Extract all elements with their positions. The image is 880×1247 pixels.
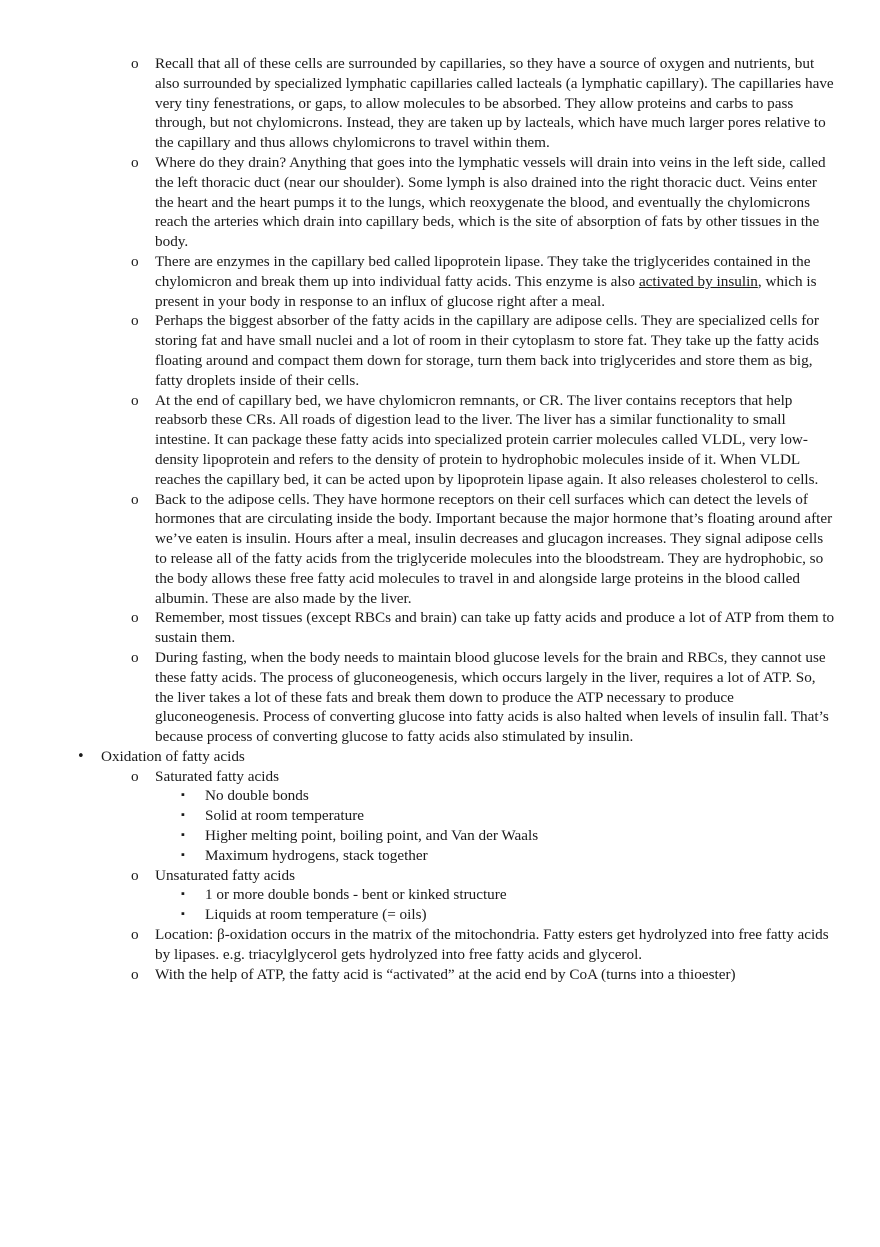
paragraph-text: Recall that all of these cells are surrounded by capillaries, so they have a source of oxygen and nutrients, but also surrounded by specialized lymphatic capillaries called lacteals (a lymphatic capillary). The capillaries have very tiny fenestrations, or gaps, to allow molecules to be absorbed. They allow proteins and carbs to pass through, but not chylomicrons. Instead, they are taken up by lacteals, which have much larger pores relative to the capillary and thus allows chylomicrons to travel within them. (155, 55, 834, 152)
paragraph-text: Perhaps the biggest absorber of the fatty acids in the capillary are adipose cells. They are specialized cells for storing fat and have small nuclei and a lot of room in their cytoplasm to store fat. They take up the fatty acids floating around and compact them down for storage, turn them back into triglycerides and store them as big, fatty droplets inside of their cells. (155, 312, 819, 389)
sub-list-item (181, 806, 825, 826)
sub-list-item (181, 905, 825, 925)
bullet-marker: o (131, 767, 139, 785)
item-text: Liquids at room temperature (= oils) (205, 906, 427, 924)
item-text: Solid at room temperature (205, 807, 365, 825)
section-heading-item (77, 747, 821, 767)
paragraph-text: Location: β-oxidation occurs in the matrix of the mitochondria. Fatty esters get hydrolyzed into free fatty acids by lipases. e.g. triacylglycerol gets hydrolyzed into free fatty acids and glycerol. (155, 926, 829, 963)
item-text: Higher melting point, boiling point, and Van der Waals (205, 827, 539, 845)
bullet-marker: o (131, 55, 139, 72)
square-bullet-marker: ▪ (181, 809, 185, 822)
bullet-marker: o (131, 252, 139, 270)
square-bullet-marker: ▪ (181, 829, 185, 842)
square-bullet-marker: ▪ (181, 848, 185, 861)
item-text: No double bonds (205, 787, 309, 805)
sub-list-item (181, 885, 825, 905)
subheading-unsaturated: Unsaturated fatty acids (155, 866, 296, 884)
text-run: There are enzymes in the capillary bed called lipoprotein lipase. They take the triglycerides contained in the chylomicron and break them up into individual fatty acids. This enzyme is also (155, 252, 811, 290)
list-item (131, 767, 835, 787)
list-item (131, 965, 835, 985)
sub-list-item (181, 826, 825, 846)
paragraph-text: Back to the adipose cells. They have hormone receptors on their cell surfaces which can detect the levels of hormones that are circulating inside the body. Important because the major hormone that’s floating around after we’ve eaten is insulin. Hours after a meal, insulin decreases and glucagon increases. They signal adipose cells to release all of the fatty acids from the triglyceride molecules into the bloodstream. They are hydrophobic, so the body allows these free fatty acid molecules to travel in and alongside large proteins in the blood called albumin. These are also made by the liver. (155, 490, 833, 607)
item-text: Maximum hydrogens, stack together (205, 846, 428, 864)
list-item (131, 54, 835, 153)
text-run: , which is present in your body in response to an influx of glucose right after a meal. (155, 272, 817, 310)
list-item (131, 311, 835, 390)
section-title: Oxidation of fatty acids (101, 747, 245, 765)
bullet-marker: o (131, 153, 139, 171)
list-item (131, 608, 835, 648)
bullet-marker: o (131, 490, 139, 508)
square-bullet-marker: ▪ (181, 888, 185, 901)
bullet-marker: o (131, 965, 139, 983)
paragraph-text: Remember, most tissues (except RBCs and brain) can take up fatty acids and produce a lot of ATP from them to sustain them. (155, 609, 835, 647)
bullet-marker: o (131, 312, 139, 330)
bullet-marker: o (131, 609, 139, 627)
bullet-marker: o (131, 391, 139, 409)
list-item (131, 391, 835, 490)
square-bullet-marker: ▪ (181, 908, 185, 921)
square-bullet-marker: ▪ (181, 789, 185, 802)
list-item (131, 925, 835, 965)
subheading-saturated: Saturated fatty acids (155, 767, 279, 785)
list-item (131, 866, 835, 886)
list-item (131, 153, 835, 252)
paragraph-text: With the help of ATP, the fatty acid is “activated” at the acid end by CoA (turns into a thioester) (155, 965, 736, 983)
paragraph-text (155, 253, 817, 310)
bullet-marker: o (131, 648, 139, 666)
paragraph-text: Where do they drain? Anything that goes into the lymphatic vessels will drain into veins in the left side, called the left thoracic duct (near our shoulder). Some lymph is also drained into the right thoracic duct. Veins enter the heart and the heart pumps it to the lungs, which reoxygenate the blood, and eventually the chylomicrons reach the arteries which drain into capillary beds, which is the site of absorption of fats by other tissues in the body. (155, 153, 826, 251)
sub-list-item (181, 846, 825, 866)
item-text: 1 or more double bonds - bent or kinked structure (205, 886, 507, 904)
bullet-marker: o (131, 866, 139, 884)
bullet-marker: • (77, 748, 85, 764)
underlined-text: activated by insulin (638, 272, 758, 290)
list-item (131, 490, 835, 609)
sub-list-item (181, 786, 825, 806)
bullet-marker: o (131, 926, 139, 944)
paragraph-text: At the end of capillary bed, we have chylomicron remnants, or CR. The liver contains receptors that help reabsorb these CRs. All roads of digestion lead to the liver. The liver has a similar functionality to small intestine. It can package these fatty acids into specialized protein carrier molecules called VLDL, very low-density lipoprotein and refers to the density of protein to hydrophobic molecules inside of it. When VLDL reaches the capillary bed, it can be acted upon by lipoprotein lipase again. It also releases cholesterol to cells. (155, 391, 819, 488)
notes-body (0, 54, 880, 984)
list-item (131, 648, 835, 747)
list-item (131, 252, 835, 311)
paragraph-text: During fasting, when the body needs to maintain blood glucose levels for the brain and RBCs, they cannot use these fatty acids. The process of gluconeogenesis, which occurs largely in the liver, requires a lot of ATP. So, the liver takes a lot of these fats and break them down to produce the ATP necessary to produce gluconeogenesis. Process of converting glucose into fatty acids is also halted when levels of insulin fall. That’s because process of converting glucose to fatty acids also stimulated by insulin. (155, 648, 829, 746)
